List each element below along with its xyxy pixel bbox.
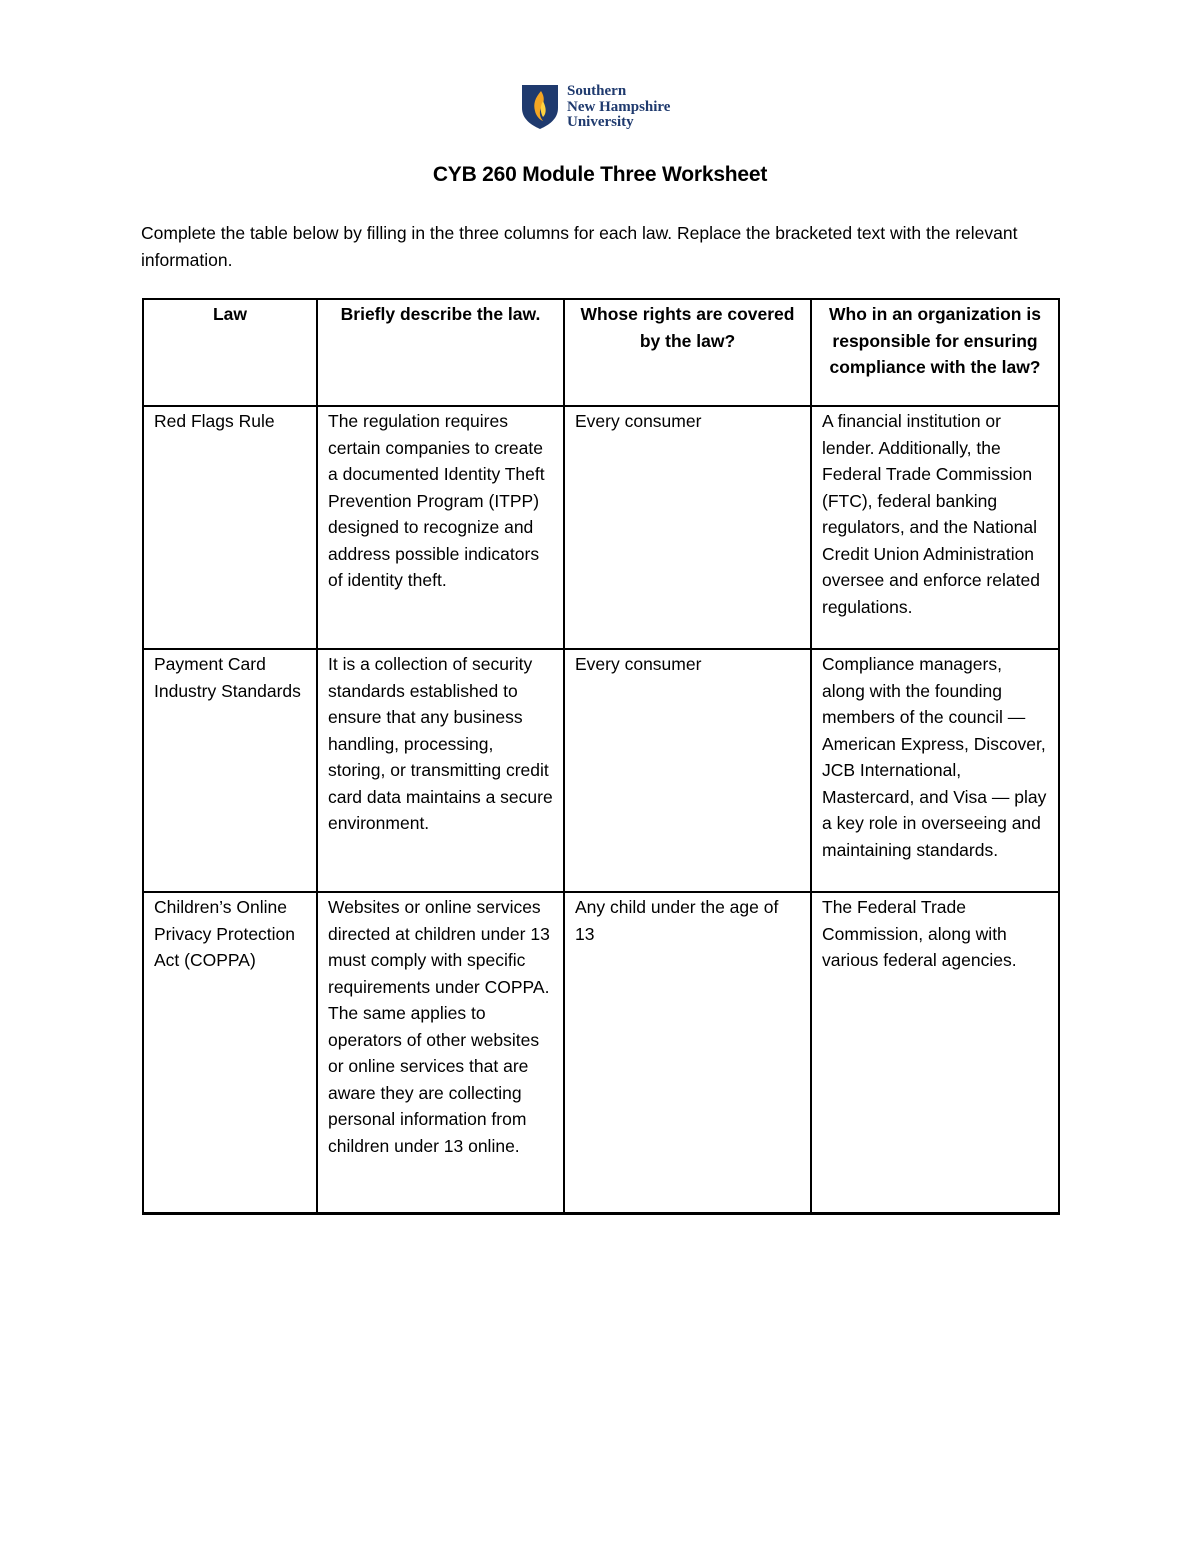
university-logo bbox=[521, 84, 670, 131]
cell-rights: Any child under the age of 13 bbox=[564, 892, 811, 1214]
cell-law: Children’s Online Privacy Protection Act (COPPA) bbox=[143, 892, 317, 1214]
header-description: Briefly describe the law. bbox=[317, 299, 564, 406]
university-wordmark bbox=[567, 84, 670, 131]
cell-responsible: A financial institution or lender. Additionally, the Federal Trade Commission (FTC), federal banking regulators, and the National Credit Union Administration oversee and enforce related regulations. bbox=[811, 406, 1059, 649]
table-header-row bbox=[143, 299, 1059, 406]
wordmark-line-1: Southern bbox=[567, 83, 627, 99]
table-row bbox=[143, 406, 1059, 649]
header-law: Law bbox=[143, 299, 317, 406]
wordmark-line-2: New Hampshire bbox=[567, 98, 671, 115]
cell-responsible: The Federal Trade Commission, along with various federal agencies. bbox=[811, 892, 1059, 1214]
cell-description: Websites or online services directed at children under 13 must comply with specific requirements under COPPA. The same applies to operators of other websites or online services that are aware they are collecting personal information from children under 13 online. bbox=[317, 892, 564, 1214]
cell-responsible: Compliance managers, along with the founding members of the council — American Express, Discover, JCB International, Mastercard, and Visa — play a key role in overseeing and maintaining standards. bbox=[811, 649, 1059, 892]
cell-rights: Every consumer bbox=[564, 406, 811, 649]
shield-flame-icon bbox=[521, 84, 559, 130]
page-title: CYB 260 Module Three Worksheet bbox=[432, 163, 768, 186]
cell-description: It is a collection of security standards established to ensure that any business handling, processing, storing, or transmitting credit card data maintains a secure environment. bbox=[317, 649, 564, 892]
cell-law: Red Flags Rule bbox=[143, 406, 317, 649]
laws-table bbox=[142, 298, 1060, 1215]
cell-description: The regulation requires certain companies to create a documented Identity Theft Prevention Program (ITPP) designed to recognize and address possible indicators of identity theft. bbox=[317, 406, 564, 649]
table-row bbox=[143, 649, 1059, 892]
wordmark-line-3: University bbox=[567, 114, 634, 130]
header-responsible: Who in an organization is responsible for ensuring compliance with the law? bbox=[811, 299, 1059, 406]
table-row bbox=[143, 892, 1059, 1214]
cell-rights: Every consumer bbox=[564, 649, 811, 892]
instructions-paragraph: Complete the table below by filling in the three columns for each law. Replace the bracketed text with the relevant information. bbox=[141, 223, 1018, 270]
header-rights: Whose rights are covered by the law? bbox=[564, 299, 811, 406]
cell-law: Payment Card Industry Standards bbox=[143, 649, 317, 892]
